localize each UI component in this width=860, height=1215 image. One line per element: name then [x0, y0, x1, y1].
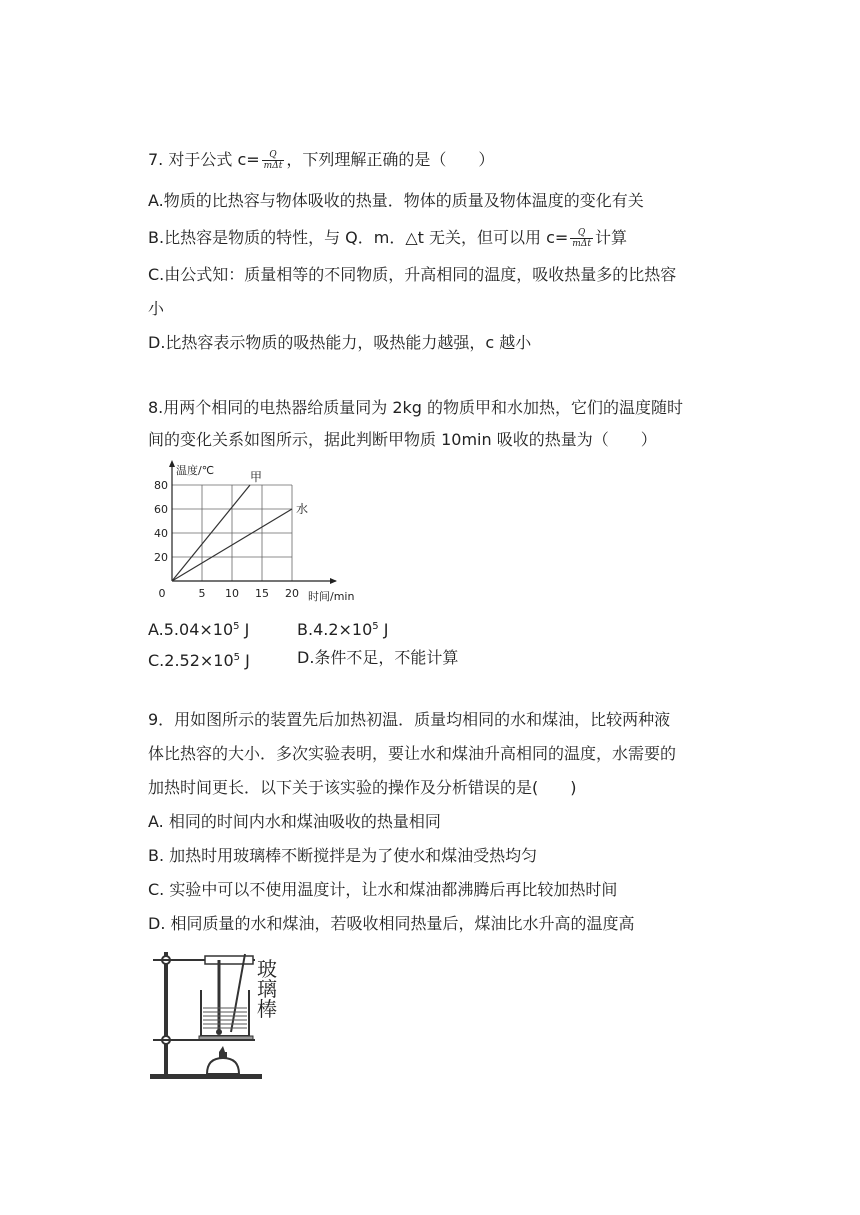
series-label-jia: 甲 — [250, 470, 263, 484]
y-axis-arrow — [169, 460, 175, 467]
x-tick-label: 20 — [285, 587, 299, 600]
stand-pole — [164, 952, 168, 1074]
q7-option-c-line1: C.由公式知：质量相等的不同物质，升高相同的温度，吸收热量多的比热容 — [148, 265, 677, 284]
fraction-numerator: Q — [269, 150, 277, 160]
label-char-3: 棒 — [257, 997, 277, 1021]
x-tick-label: 15 — [255, 587, 269, 600]
q9-option-d: D. 相同质量的水和煤油，若吸收相同热量后，煤油比水升高的温度高 — [148, 914, 635, 933]
q9-option-a: A. 相同的时间内水和煤油吸收的热量相同 — [148, 812, 441, 831]
x-tick-label: 0 — [158, 587, 166, 600]
q8-option-d: D.条件不足，不能计算 — [297, 648, 459, 667]
fraction-denominator: mΔt — [263, 161, 283, 171]
q8-option-c-exp: 5 — [233, 652, 241, 663]
q8-option-a — [148, 615, 249, 642]
x-axis-title: 时间/min — [308, 590, 355, 603]
q7-stem-pre: 7. 对于公式 c= — [148, 150, 260, 169]
y-axis-title: 温度/℃ — [176, 464, 215, 477]
q8-stem-line2: 间的变化关系如图所示，据此判断甲物质 10min 吸收的热量为（ ） — [148, 430, 657, 449]
liquid — [203, 1008, 247, 1028]
q8-option-a-unit: J — [239, 620, 250, 639]
q9-option-c: C. 实验中可以不使用温度计，让水和煤油都沸腾后再比较加热时间 — [148, 880, 618, 899]
q7-option-c-line2: 小 — [148, 299, 165, 318]
x-axis-arrow — [330, 578, 337, 584]
y-tick-label: 60 — [154, 503, 168, 516]
q8-option-b — [297, 615, 388, 642]
x-tick-label: 5 — [198, 587, 206, 600]
fraction-numerator: Q — [577, 228, 586, 238]
fraction-denominator: mΔt — [572, 239, 591, 249]
x-tick-label: 10 — [225, 587, 239, 600]
q8-stem-line1: 8.用两个相同的电热器给质量同为 2kg 的物质甲和水加热，它们的温度随时 — [148, 398, 684, 417]
q8-option-b-base: B.4.2×10 — [297, 620, 373, 639]
q8-temperature-time-chart — [140, 458, 370, 610]
q7-option-d: D.比热容表示物质的吸热能力，吸热能力越强，c 越小 — [148, 333, 532, 352]
q7-option-a: A.物质的比热容与物体吸收的热量．物体的质量及物体温度的变化有关 — [148, 191, 644, 210]
q8-option-a-base: A.5.04×10 — [148, 620, 234, 639]
flame — [219, 1046, 225, 1052]
q9-stem-line3: 加热时间更长．以下关于该实验的操作及分析错误的是( ) — [148, 778, 577, 797]
q9-stem-line2: 体比热容的大小．多次实验表明，要让水和煤油升高相同的温度，水需要的 — [148, 744, 677, 763]
beaker — [201, 990, 249, 1036]
thermometer-bulb — [216, 1029, 222, 1035]
q8-option-c — [148, 646, 250, 673]
q7-formula-fraction — [262, 150, 285, 171]
q9-option-b: B. 加热时用玻璃棒不断搅拌是为了使水和煤油受热均匀 — [148, 846, 538, 865]
y-tick-label: 20 — [154, 551, 168, 564]
q8-option-a-exp: 5 — [233, 621, 240, 632]
q8-option-b-unit: J — [378, 620, 389, 639]
q8-option-c-base: C.2.52×10 — [148, 651, 234, 670]
q8-option-b-exp: 5 — [372, 621, 379, 632]
thermometer-holder — [205, 956, 253, 964]
alcohol-lamp — [207, 1058, 239, 1074]
label-char-2: 璃 — [257, 977, 277, 1001]
q7-stem — [148, 148, 494, 172]
q9-stem-line1: 9．用如图所示的装置先后加热初温．质量均相同的水和煤油，比较两种液 — [148, 710, 671, 729]
heating-apparatus-figure — [145, 946, 295, 1082]
y-tick-label: 40 — [154, 527, 168, 540]
q8-option-c-unit: J — [240, 651, 250, 670]
label-char-1: 玻 — [257, 957, 277, 981]
q7-option-b — [148, 226, 627, 250]
y-tick-label: 80 — [154, 479, 168, 492]
q7-option-b-post: 计算 — [594, 228, 627, 247]
q7-stem-post: ，下列理解正确的是（ ） — [286, 150, 495, 169]
q7-option-b-pre: B.比热容是物质的特性，与 Q．m．△t 无关，但可以用 c= — [148, 228, 569, 247]
series-label-water: 水 — [296, 502, 309, 516]
q7-option-b-fraction — [570, 228, 593, 249]
